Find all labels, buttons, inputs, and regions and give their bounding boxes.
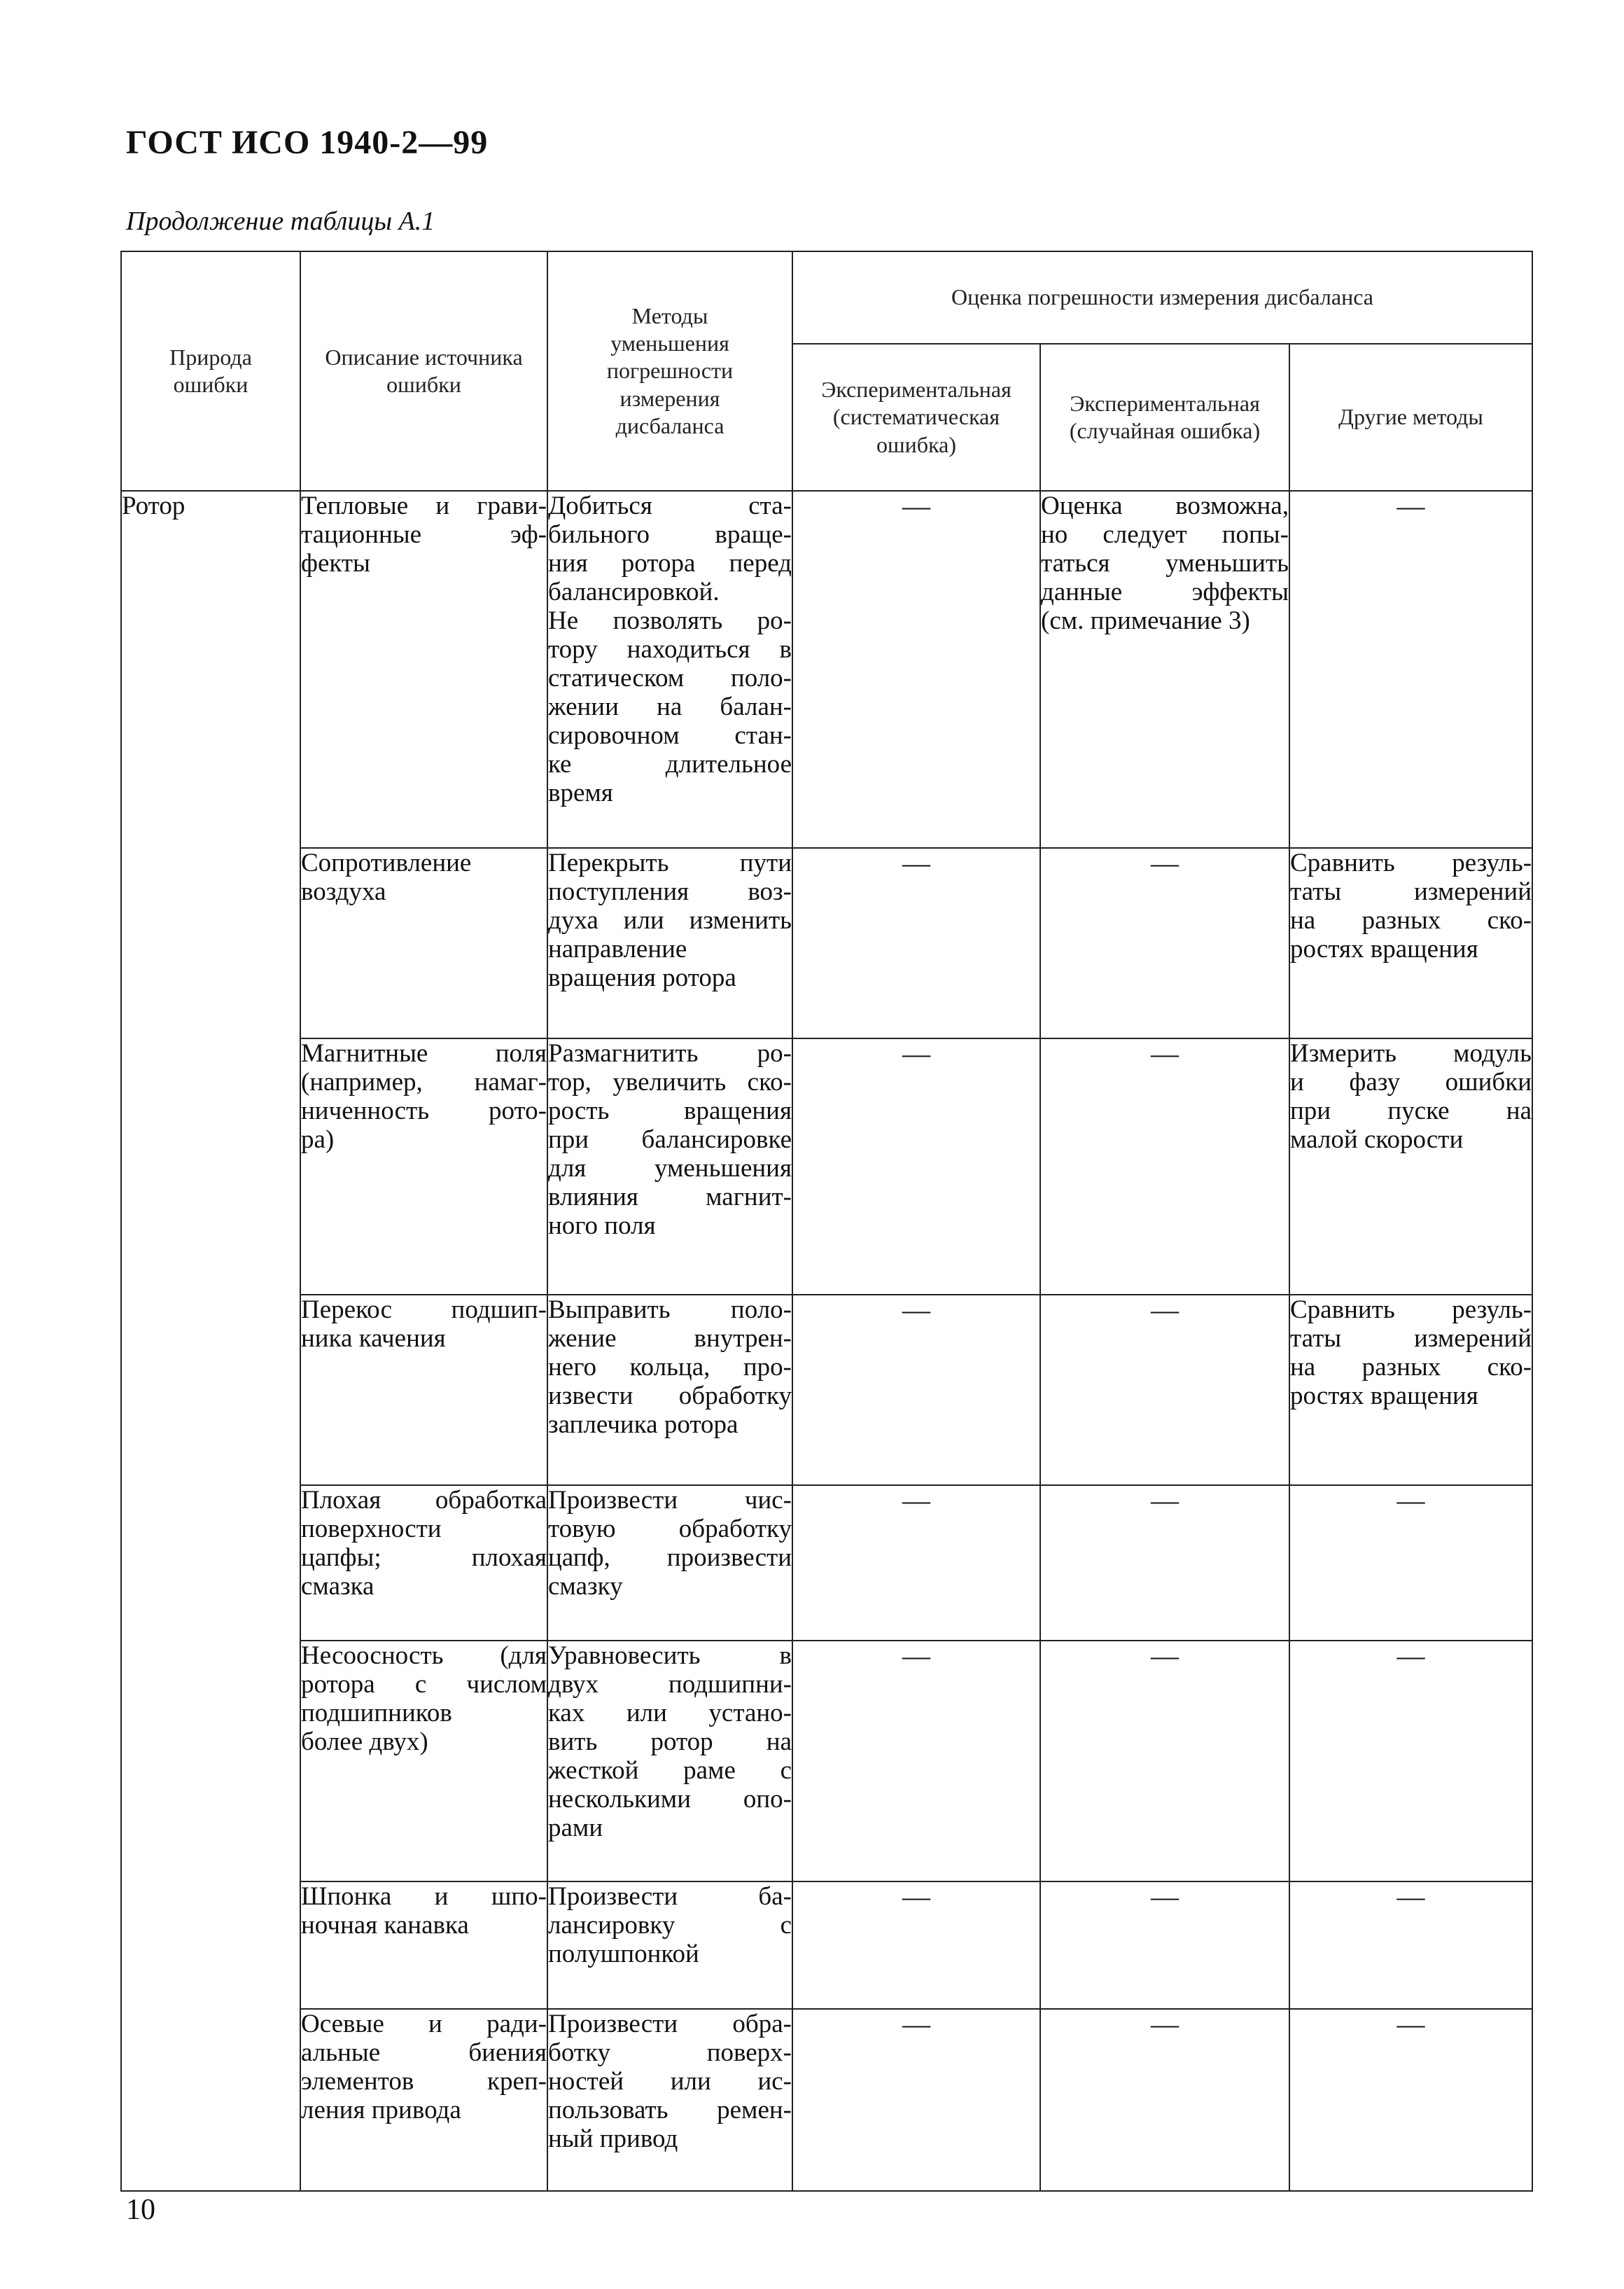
other-cell: [1289, 1295, 1532, 1485]
cell-text-line: ротора с числом: [301, 1670, 547, 1699]
cell-text-line: Выправить поло-: [548, 1295, 792, 1324]
cell-text-line: несколькими опо-: [548, 1785, 792, 1814]
cell-text-line: рами: [548, 1814, 603, 1842]
cell-text-line: ниченность рото-: [301, 1097, 547, 1125]
table-row: [121, 1881, 1532, 2009]
cell-text-line: Плохая обработка: [301, 1486, 547, 1515]
cell-text-line: Шпонка и шпо-: [301, 1882, 547, 1911]
cell-text-line: вить ротор на: [548, 1727, 792, 1756]
other-cell: —: [1289, 2009, 1532, 2191]
document-header: ГОСТ ИСО 1940-2—99: [126, 124, 489, 161]
other-cell: —: [1289, 1641, 1532, 1881]
nature-cell-rotor: Ротор: [121, 491, 300, 2191]
cell-text-line: данные эффекты: [1041, 578, 1289, 606]
cell-text-line: элементов креп-: [301, 2067, 547, 2096]
cell-text-line: поверхности: [301, 1515, 442, 1543]
cell-text-line: Сопротивление: [301, 849, 472, 877]
cell-text-line: фекты: [301, 549, 370, 578]
cell-text-line: на разных ско-: [1290, 906, 1532, 935]
table-row: [121, 1295, 1532, 1485]
other-cell: —: [1289, 491, 1532, 848]
cell-text-line: рость вращения: [548, 1097, 792, 1125]
cell-text-line: жесткой раме с: [548, 1756, 792, 1785]
description-cell: [300, 2009, 547, 2191]
exp-systematic-cell: —: [792, 2009, 1040, 2191]
cell-text-line: Произвести ба-: [548, 1882, 792, 1911]
table-row: [121, 1641, 1532, 1881]
methods-cell: [547, 1641, 792, 1881]
cell-text-line: таться уменьшить: [1041, 549, 1289, 578]
cell-text-line: Произвести чис-: [548, 1486, 792, 1515]
cell-text-line: но следует попы-: [1041, 520, 1289, 549]
cell-text-line: сировочном стан-: [548, 721, 792, 750]
description-cell: [300, 1038, 547, 1295]
cell-text-line: ника качения: [301, 1324, 446, 1353]
cell-text-line: лансировку с: [548, 1911, 792, 1940]
col-header-nature: Природа ошибки: [121, 251, 300, 491]
cell-text-line: таты измерений: [1290, 877, 1532, 906]
cell-text-line: тору находиться в: [548, 635, 792, 664]
exp-random-cell: —: [1040, 1295, 1289, 1485]
col-header-exp-random: Экспериментальная (случайная ошибка): [1040, 344, 1289, 491]
cell-text-line: пользовать ремен-: [548, 2096, 792, 2124]
cell-text-line: Тепловые и грави-: [301, 492, 547, 520]
table-caption: Продолжение таблицы А.1: [126, 207, 435, 236]
cell-text-line: (например, намаг-: [301, 1068, 547, 1097]
cell-text-line: ления привода: [301, 2096, 461, 2124]
cell-text-line: извести обработку: [548, 1382, 792, 1410]
cell-text-line: Добиться ста-: [548, 492, 792, 520]
methods-cell: [547, 2009, 792, 2191]
cell-text-line: Оценка возможна,: [1041, 492, 1289, 520]
cell-text-line: таты измерений: [1290, 1324, 1532, 1353]
cell-text-line: ночная канавка: [301, 1911, 469, 1940]
cell-text-line: смазку: [548, 1572, 623, 1601]
cell-text-line: Несоосность (для: [301, 1641, 547, 1670]
methods-cell: [547, 491, 792, 848]
exp-systematic-cell: —: [792, 491, 1040, 848]
cell-text-line: Не позволять ро-: [548, 606, 792, 635]
exp-random-cell: [1040, 491, 1289, 848]
exp-random-cell: —: [1040, 2009, 1289, 2191]
table-row: [121, 491, 1532, 848]
cell-text-line: товую обработку: [548, 1515, 792, 1543]
cell-text-line: жении на балан-: [548, 693, 792, 721]
description-cell: [300, 491, 547, 848]
cell-text-line: Уравновесить в: [548, 1641, 792, 1670]
cell-text-line: полушпонкой: [548, 1940, 699, 1968]
exp-random-cell: —: [1040, 1485, 1289, 1641]
other-cell: [1289, 848, 1532, 1038]
cell-text-line: Произвести обра-: [548, 2010, 792, 2038]
cell-text-line: на разных ско-: [1290, 1353, 1532, 1382]
methods-cell: [547, 848, 792, 1038]
cell-text-line: альные биения: [301, 2038, 547, 2067]
description-cell: [300, 1485, 547, 1641]
cell-text-line: жение внутрен-: [548, 1324, 792, 1353]
cell-text-line: духа или изменить: [548, 906, 792, 935]
cell-text-line: более двух): [301, 1727, 428, 1756]
cell-text-line: Осевые и ради-: [301, 2010, 547, 2038]
methods-cell: [547, 1485, 792, 1641]
cell-text-line: тор, увеличить ско-: [548, 1068, 792, 1097]
cell-text-line: Сравнить резуль-: [1290, 849, 1532, 877]
col-header-description: Описание источника ошибки: [300, 251, 547, 491]
table-row: [121, 2009, 1532, 2191]
exp-random-cell: —: [1040, 1038, 1289, 1295]
table-body: [121, 491, 1532, 2191]
description-cell: [300, 1881, 547, 2009]
cell-text-line: смазка: [301, 1572, 374, 1601]
other-cell: [1289, 1038, 1532, 1295]
col-header-exp-systematic: Экспериментальная (систематическая ошибка): [792, 344, 1040, 491]
exp-systematic-cell: —: [792, 1295, 1040, 1485]
table-row: [121, 1038, 1532, 1295]
cell-text-line: для уменьшения: [548, 1154, 792, 1183]
cell-text-line: него кольца, про-: [548, 1353, 792, 1382]
cell-text-line: Перекос подшип-: [301, 1295, 547, 1324]
description-cell: [300, 1295, 547, 1485]
cell-text-line: тационные эф-: [301, 520, 547, 549]
cell-text-line: заплечика ротора: [548, 1410, 738, 1439]
description-cell: [300, 848, 547, 1038]
cell-text-line: Перекрыть пути: [548, 849, 792, 877]
cell-text-line: поступления воз-: [548, 877, 792, 906]
cell-text-line: Сравнить резуль-: [1290, 1295, 1532, 1324]
page-number: 10: [126, 2194, 155, 2226]
cell-text-line: при балансировке: [548, 1125, 792, 1154]
cell-text-line: ботку поверх-: [548, 2038, 792, 2067]
description-cell: [300, 1641, 547, 1881]
exp-random-cell: —: [1040, 1881, 1289, 2009]
other-cell: —: [1289, 1881, 1532, 2009]
cell-text-line: двух подшипни-: [548, 1670, 792, 1699]
cell-text-line: воздуха: [301, 877, 386, 906]
other-cell: —: [1289, 1485, 1532, 1641]
cell-text-line: ростях вращения: [1290, 935, 1478, 963]
cell-text-line: подшипников: [301, 1699, 452, 1727]
exp-systematic-cell: —: [792, 1485, 1040, 1641]
table-row: [121, 1485, 1532, 1641]
exp-random-cell: —: [1040, 848, 1289, 1038]
methods-cell: [547, 1295, 792, 1485]
cell-text-line: ках или устано-: [548, 1699, 792, 1727]
methods-cell: [547, 1881, 792, 2009]
cell-text-line: и фазу ошибки: [1290, 1068, 1532, 1097]
col-header-other: Другие методы: [1289, 344, 1532, 491]
methods-cell: [547, 1038, 792, 1295]
cell-text-line: ке длительное: [548, 750, 792, 779]
cell-text-line: ра): [301, 1125, 335, 1154]
cell-text-line: цапфы; плохая: [301, 1543, 547, 1572]
cell-text-line: Измерить модуль: [1290, 1039, 1532, 1068]
exp-systematic-cell: —: [792, 848, 1040, 1038]
cell-text-line: время: [548, 779, 613, 807]
cell-text-line: балансировкой.: [548, 578, 720, 606]
col-header-evaluation-group: Оценка погрешности измерения дисбаланса: [792, 251, 1532, 344]
cell-text-line: ростях вращения: [1290, 1382, 1478, 1410]
exp-systematic-cell: —: [792, 1881, 1040, 2009]
col-header-methods: Методы уменьшения погрешности измерения дисбаланса: [547, 251, 792, 491]
cell-text-line: влияния магнит-: [548, 1183, 792, 1211]
error-sources-table: [120, 251, 1533, 2192]
cell-text-line: цапф, произвести: [548, 1543, 792, 1572]
cell-text-line: бильного враще-: [548, 520, 792, 549]
exp-systematic-cell: —: [792, 1641, 1040, 1881]
cell-text-line: при пуске на: [1290, 1097, 1532, 1125]
cell-text-line: ностей или ис-: [548, 2067, 792, 2096]
cell-text-line: направление: [548, 935, 687, 963]
cell-text-line: Размагнитить ро-: [548, 1039, 792, 1068]
exp-random-cell: —: [1040, 1641, 1289, 1881]
exp-systematic-cell: —: [792, 1038, 1040, 1295]
cell-text-line: статическом поло-: [548, 664, 792, 693]
cell-text-line: вращения ротора: [548, 963, 736, 992]
cell-text-line: малой скорости: [1290, 1125, 1464, 1154]
table-row: [121, 848, 1532, 1038]
cell-text-line: (см. примечание 3): [1041, 606, 1250, 635]
cell-text-line: ния ротора перед: [548, 549, 792, 578]
cell-text-line: Магнитные поля: [301, 1039, 547, 1068]
cell-text-line: ного поля: [548, 1211, 656, 1240]
cell-text-line: ный привод: [548, 2124, 678, 2153]
